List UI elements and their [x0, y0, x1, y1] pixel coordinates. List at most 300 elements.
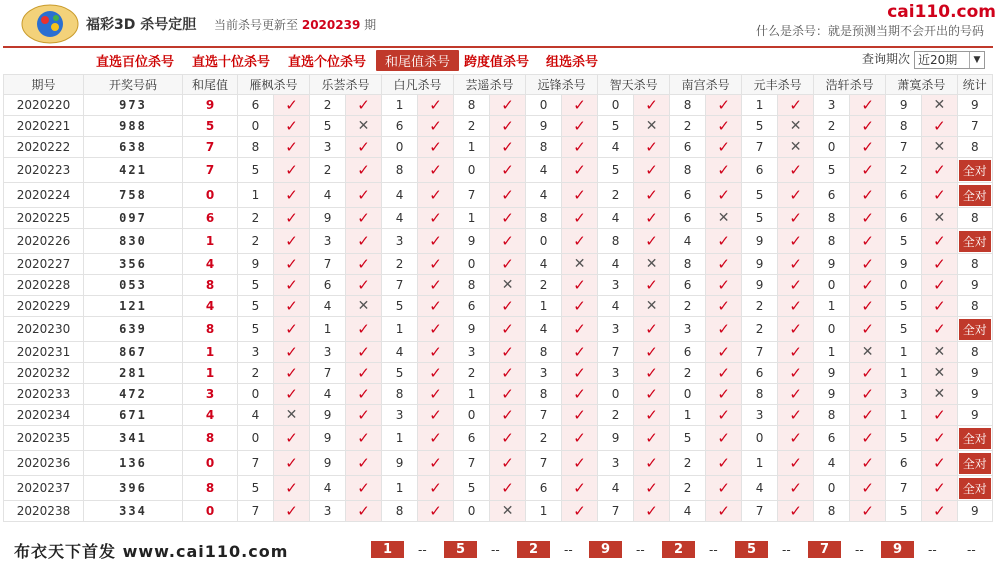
check-icon: ✓	[501, 255, 514, 273]
result-mark-cell	[634, 426, 670, 451]
check-icon: ✓	[285, 364, 298, 382]
check-icon: ✓	[717, 138, 730, 156]
kill-number-cell: 9	[814, 254, 850, 275]
kill-number-cell: 2	[598, 183, 634, 208]
stat-cell	[957, 208, 992, 229]
result-mark-cell	[346, 95, 382, 116]
result-mark-cell	[346, 229, 382, 254]
result-mark-cell	[418, 137, 454, 158]
kill-number-cell: 1	[454, 384, 490, 405]
all-correct-badge: 全对	[959, 428, 991, 449]
check-icon: ✓	[285, 255, 298, 273]
result-mark-cell	[274, 229, 310, 254]
period-cell: 2020236	[4, 451, 84, 476]
result-mark-cell	[922, 158, 957, 183]
check-icon: ✓	[861, 276, 874, 294]
kill-number-cell: 0	[886, 275, 922, 296]
check-icon: ✓	[861, 297, 874, 315]
check-icon: ✓	[861, 186, 874, 204]
kill-number-cell: 4	[526, 317, 562, 342]
kill-number-cell: 7	[526, 451, 562, 476]
result-mark-cell	[634, 208, 670, 229]
stat-cell	[957, 363, 992, 384]
check-icon: ✓	[645, 406, 658, 424]
check-icon: ✓	[357, 502, 370, 520]
kill-number-cell: 6	[814, 183, 850, 208]
result-mark-cell	[562, 95, 598, 116]
draw-numbers-cell: 121	[84, 296, 183, 317]
kill-number-cell: 3	[598, 363, 634, 384]
app-title: 福彩3D 杀号定胆	[86, 17, 197, 33]
draw-numbers-cell: 988	[84, 116, 183, 137]
draw-numbers-cell: 639	[84, 317, 183, 342]
check-icon: ✓	[933, 297, 946, 315]
draw-numbers-cell: 472	[84, 384, 183, 405]
check-icon: ✓	[645, 161, 658, 179]
stat-value: 8	[970, 345, 979, 359]
column-header: 雁枫杀号	[238, 75, 310, 95]
check-icon: ✓	[501, 479, 514, 497]
kill-number-cell: 8	[382, 158, 418, 183]
result-mark-cell	[922, 254, 957, 275]
result-mark-cell	[346, 275, 382, 296]
cross-icon: ✕	[933, 139, 946, 155]
table-header-row	[4, 75, 993, 95]
result-mark-cell	[490, 501, 526, 522]
draw-numbers-cell: 341	[84, 426, 183, 451]
kill-number-cell: 9	[454, 317, 490, 342]
result-mark-cell	[778, 451, 814, 476]
result-mark-cell	[634, 116, 670, 137]
table-row	[4, 275, 993, 296]
period-cell: 2020222	[4, 137, 84, 158]
result-mark-cell	[274, 158, 310, 183]
result-mark-cell	[346, 317, 382, 342]
check-icon: ✓	[789, 209, 802, 227]
table-row	[4, 384, 993, 405]
check-icon: ✓	[933, 255, 946, 273]
kill-number-cell: 6	[454, 426, 490, 451]
result-mark-cell	[418, 183, 454, 208]
result-mark-cell	[922, 426, 957, 451]
result-mark-cell	[562, 208, 598, 229]
stat-cell	[957, 183, 992, 208]
kill-number-cell: 7	[742, 501, 778, 522]
check-icon: ✓	[285, 320, 298, 338]
result-mark-cell	[922, 501, 957, 522]
result-mark-cell	[562, 254, 598, 275]
kill-number-cell: 4	[670, 501, 706, 522]
result-mark-cell	[346, 158, 382, 183]
kill-number-cell: 2	[598, 405, 634, 426]
check-icon: ✓	[501, 454, 514, 472]
table-row	[4, 137, 993, 158]
check-icon: ✓	[645, 96, 658, 114]
period-cell: 2020223	[4, 158, 84, 183]
kill-number-cell: 2	[454, 363, 490, 384]
result-mark-cell	[418, 95, 454, 116]
kill-number-cell: 9	[238, 254, 274, 275]
kill-number-cell: 6	[526, 476, 562, 501]
check-icon: ✓	[285, 502, 298, 520]
kill-number-cell: 2	[670, 476, 706, 501]
draw-numbers-cell: 097	[84, 208, 183, 229]
next-kill-badge: 5	[735, 541, 768, 558]
result-mark-cell	[634, 342, 670, 363]
kill-number-cell: 8	[598, 229, 634, 254]
check-icon: ✓	[429, 161, 442, 179]
result-mark-cell	[418, 158, 454, 183]
column-header: 统计	[957, 75, 992, 95]
draw-numbers-cell: 136	[84, 451, 183, 476]
result-mark-cell	[634, 363, 670, 384]
check-icon: ✓	[789, 343, 802, 361]
kill-number-cell: 4	[526, 158, 562, 183]
check-icon: ✓	[645, 232, 658, 250]
kill-number-cell: 3	[742, 405, 778, 426]
kill-number-cell: 7	[742, 137, 778, 158]
result-mark-cell	[274, 116, 310, 137]
check-icon: ✓	[429, 255, 442, 273]
check-icon: ✓	[861, 117, 874, 135]
cross-icon: ✕	[933, 210, 946, 226]
all-correct-badge: 全对	[959, 478, 991, 499]
result-mark-cell	[562, 501, 598, 522]
check-icon: ✓	[789, 502, 802, 520]
result-mark-cell	[418, 342, 454, 363]
check-icon: ✓	[357, 343, 370, 361]
result-mark-cell	[490, 384, 526, 405]
result-mark-cell	[562, 405, 598, 426]
result-mark-cell	[490, 363, 526, 384]
check-icon: ✓	[717, 232, 730, 250]
result-mark-cell	[490, 254, 526, 275]
kill-number-cell: 9	[742, 229, 778, 254]
kill-number-cell: 7	[598, 342, 634, 363]
kill-number-cell: 8	[238, 137, 274, 158]
result-mark-cell	[706, 158, 742, 183]
result-mark-cell	[778, 405, 814, 426]
result-mark-cell	[274, 476, 310, 501]
check-icon: ✓	[933, 429, 946, 447]
result-mark-cell	[562, 296, 598, 317]
result-mark-cell	[706, 476, 742, 501]
check-icon: ✓	[717, 454, 730, 472]
result-mark-cell	[274, 296, 310, 317]
result-mark-cell	[706, 384, 742, 405]
kill-number-cell: 9	[454, 229, 490, 254]
footer-bar	[0, 537, 996, 562]
check-icon: ✓	[285, 276, 298, 294]
kill-number-cell: 9	[742, 275, 778, 296]
check-icon: ✓	[429, 138, 442, 156]
kill-number-cell: 0	[742, 426, 778, 451]
lottery-logo-icon	[20, 4, 80, 44]
kill-number-cell: 4	[526, 183, 562, 208]
sum-tail-cell: 1	[183, 342, 238, 363]
sum-tail-cell: 0	[183, 501, 238, 522]
result-mark-cell	[850, 451, 886, 476]
kill-number-cell: 8	[886, 116, 922, 137]
stat-value: 9	[970, 366, 979, 380]
kill-number-cell: 5	[598, 116, 634, 137]
cross-icon: ✕	[933, 386, 946, 402]
result-mark-cell	[346, 116, 382, 137]
result-mark-cell	[922, 137, 957, 158]
stat-cell	[957, 296, 992, 317]
check-icon: ✓	[573, 502, 586, 520]
result-mark-cell	[274, 363, 310, 384]
check-icon: ✓	[645, 502, 658, 520]
stat-value: 9	[970, 504, 979, 518]
draw-numbers-cell: 396	[84, 476, 183, 501]
kill-number-cell: 8	[670, 95, 706, 116]
next-kill-badge: 1	[371, 541, 404, 558]
check-icon: ✓	[789, 297, 802, 315]
check-icon: ✓	[573, 96, 586, 114]
result-mark-cell	[634, 137, 670, 158]
kill-number-cell: 0	[454, 405, 490, 426]
table-row	[4, 183, 993, 208]
stat-value: 9	[970, 408, 979, 422]
kill-number-cell: 3	[454, 342, 490, 363]
tab-group-kill[interactable]: 组选杀号	[546, 55, 599, 70]
kill-number-table	[3, 74, 993, 522]
check-icon: ✓	[573, 186, 586, 204]
kill-number-cell: 1	[526, 296, 562, 317]
result-mark-cell	[274, 317, 310, 342]
check-icon: ✓	[285, 343, 298, 361]
kill-number-cell: 6	[670, 137, 706, 158]
check-icon: ✓	[429, 186, 442, 204]
result-mark-cell	[562, 384, 598, 405]
result-mark-cell	[922, 275, 957, 296]
check-icon: ✓	[429, 232, 442, 250]
kill-number-cell: 4	[382, 342, 418, 363]
kill-number-cell: 4	[598, 208, 634, 229]
kill-number-cell: 5	[886, 317, 922, 342]
kill-number-cell: 8	[526, 208, 562, 229]
result-mark-cell	[562, 137, 598, 158]
check-icon: ✓	[357, 96, 370, 114]
query-label: 查询期次	[861, 52, 910, 66]
check-icon: ✓	[573, 276, 586, 294]
result-mark-cell	[634, 95, 670, 116]
update-period: 2020239	[301, 18, 361, 32]
check-icon: ✓	[861, 454, 874, 472]
kill-number-cell: 0	[598, 95, 634, 116]
stat-cell	[957, 342, 992, 363]
site-brand-link[interactable]: cai110.com	[887, 2, 996, 22]
result-mark-cell	[562, 363, 598, 384]
kill-number-cell: 7	[310, 254, 346, 275]
period-cell: 2020231	[4, 342, 84, 363]
period-cell: 2020230	[4, 317, 84, 342]
kill-number-cell: 8	[814, 501, 850, 522]
check-icon: ✓	[933, 276, 946, 294]
check-icon: ✓	[861, 255, 874, 273]
check-icon: ✓	[645, 364, 658, 382]
tab-hundreds-kill[interactable]: 直选百位杀号	[96, 55, 175, 70]
stat-cell	[957, 384, 992, 405]
kill-number-cell: 3	[598, 317, 634, 342]
cross-icon: ✕	[285, 407, 298, 423]
result-mark-cell	[706, 95, 742, 116]
check-icon: ✓	[717, 320, 730, 338]
kill-number-cell: 5	[238, 296, 274, 317]
check-icon: ✓	[501, 232, 514, 250]
kill-number-cell: 5	[238, 158, 274, 183]
all-correct-badge: 全对	[959, 319, 991, 340]
kill-number-cell: 2	[886, 158, 922, 183]
result-mark-cell	[850, 363, 886, 384]
check-icon: ✓	[933, 161, 946, 179]
query-period-value: 近20期	[918, 52, 958, 67]
table-row	[4, 451, 993, 476]
table-row	[4, 254, 993, 275]
kill-number-cell: 5	[382, 296, 418, 317]
check-icon: ✓	[285, 161, 298, 179]
table-row	[4, 208, 993, 229]
kill-number-cell: 6	[670, 275, 706, 296]
check-icon: ✓	[573, 385, 586, 403]
check-icon: ✓	[789, 255, 802, 273]
kill-number-cell: 1	[238, 183, 274, 208]
stat-cell	[957, 317, 992, 342]
cross-icon: ✕	[933, 97, 946, 113]
page-header	[0, 0, 996, 46]
result-mark-cell	[706, 116, 742, 137]
column-header: 远锋杀号	[526, 75, 598, 95]
check-icon: ✓	[717, 429, 730, 447]
kill-number-cell: 2	[742, 296, 778, 317]
kill-number-cell: 1	[814, 296, 850, 317]
sum-tail-cell: 0	[183, 183, 238, 208]
result-mark-cell	[274, 275, 310, 296]
check-icon: ✓	[717, 96, 730, 114]
check-icon: ✓	[645, 209, 658, 227]
result-mark-cell	[778, 183, 814, 208]
check-icon: ✓	[933, 320, 946, 338]
kill-number-cell: 5	[814, 158, 850, 183]
check-icon: ✓	[573, 406, 586, 424]
check-icon: ✓	[429, 209, 442, 227]
check-icon: ✓	[861, 364, 874, 382]
result-mark-cell	[778, 363, 814, 384]
result-mark-cell	[346, 476, 382, 501]
kill-number-cell: 8	[526, 384, 562, 405]
period-cell: 2020232	[4, 363, 84, 384]
stat-value: 9	[970, 98, 979, 112]
period-cell: 2020221	[4, 116, 84, 137]
check-icon: ✓	[285, 385, 298, 403]
stat-cell	[957, 158, 992, 183]
result-mark-cell	[706, 426, 742, 451]
result-mark-cell	[490, 405, 526, 426]
kill-number-cell: 1	[382, 317, 418, 342]
kill-number-cell: 3	[382, 229, 418, 254]
check-icon: ✓	[645, 320, 658, 338]
kill-number-cell: 5	[742, 116, 778, 137]
tab-sum-tail-kill[interactable]: 和尾值杀号	[376, 50, 459, 71]
stat-value: 8	[970, 299, 979, 313]
cross-icon: ✕	[645, 118, 658, 134]
kill-number-cell: 2	[238, 208, 274, 229]
stat-cell	[957, 229, 992, 254]
kill-number-cell: 9	[886, 254, 922, 275]
query-period-select[interactable]	[914, 51, 985, 69]
result-mark-cell	[922, 95, 957, 116]
result-mark-cell	[850, 476, 886, 501]
check-icon: ✓	[357, 138, 370, 156]
result-mark-cell	[418, 296, 454, 317]
sum-tail-cell: 1	[183, 363, 238, 384]
tab-units-kill[interactable]: 直选个位杀号	[288, 55, 367, 70]
tab-tens-kill[interactable]: 直选十位杀号	[192, 55, 271, 70]
check-icon: ✓	[501, 429, 514, 447]
sum-tail-cell: 4	[183, 405, 238, 426]
kill-number-cell: 7	[238, 501, 274, 522]
check-icon: ✓	[573, 343, 586, 361]
kill-number-cell: 9	[886, 95, 922, 116]
check-icon: ✓	[573, 117, 586, 135]
result-mark-cell	[634, 451, 670, 476]
kill-number-cell: 5	[742, 183, 778, 208]
stat-cell	[957, 116, 992, 137]
result-mark-cell	[562, 116, 598, 137]
check-icon: ✓	[933, 232, 946, 250]
draw-numbers-cell: 334	[84, 501, 183, 522]
kill-number-cell: 5	[238, 275, 274, 296]
check-icon: ✓	[285, 297, 298, 315]
kill-number-cell: 4	[598, 137, 634, 158]
stat-cell	[957, 501, 992, 522]
check-icon: ✓	[717, 161, 730, 179]
kill-number-cell: 9	[742, 254, 778, 275]
kill-number-cell: 4	[310, 183, 346, 208]
result-mark-cell	[778, 158, 814, 183]
kill-number-cell: 3	[886, 384, 922, 405]
result-mark-cell	[418, 229, 454, 254]
column-header: 开奖号码	[84, 75, 183, 95]
kill-number-cell: 5	[670, 426, 706, 451]
tab-span-kill[interactable]: 跨度值杀号	[464, 55, 530, 70]
kill-number-cell: 6	[310, 275, 346, 296]
kill-number-cell: 9	[526, 116, 562, 137]
result-mark-cell	[490, 183, 526, 208]
result-mark-cell	[850, 229, 886, 254]
check-icon: ✓	[717, 406, 730, 424]
check-icon: ✓	[501, 161, 514, 179]
result-mark-cell	[274, 342, 310, 363]
check-icon: ✓	[789, 406, 802, 424]
check-icon: ✓	[861, 385, 874, 403]
check-icon: ✓	[789, 276, 802, 294]
check-icon: ✓	[573, 138, 586, 156]
check-icon: ✓	[501, 209, 514, 227]
kill-number-cell: 3	[310, 342, 346, 363]
result-mark-cell	[706, 363, 742, 384]
kill-number-cell: 2	[526, 275, 562, 296]
kill-number-cell: 2	[670, 296, 706, 317]
check-icon: ✓	[645, 186, 658, 204]
kill-number-cell: 4	[526, 254, 562, 275]
kill-number-cell: 9	[310, 208, 346, 229]
chevron-down-icon[interactable]: ▼	[969, 52, 984, 68]
period-cell: 2020224	[4, 183, 84, 208]
next-kill-badge: 2	[662, 541, 695, 558]
table-row	[4, 501, 993, 522]
